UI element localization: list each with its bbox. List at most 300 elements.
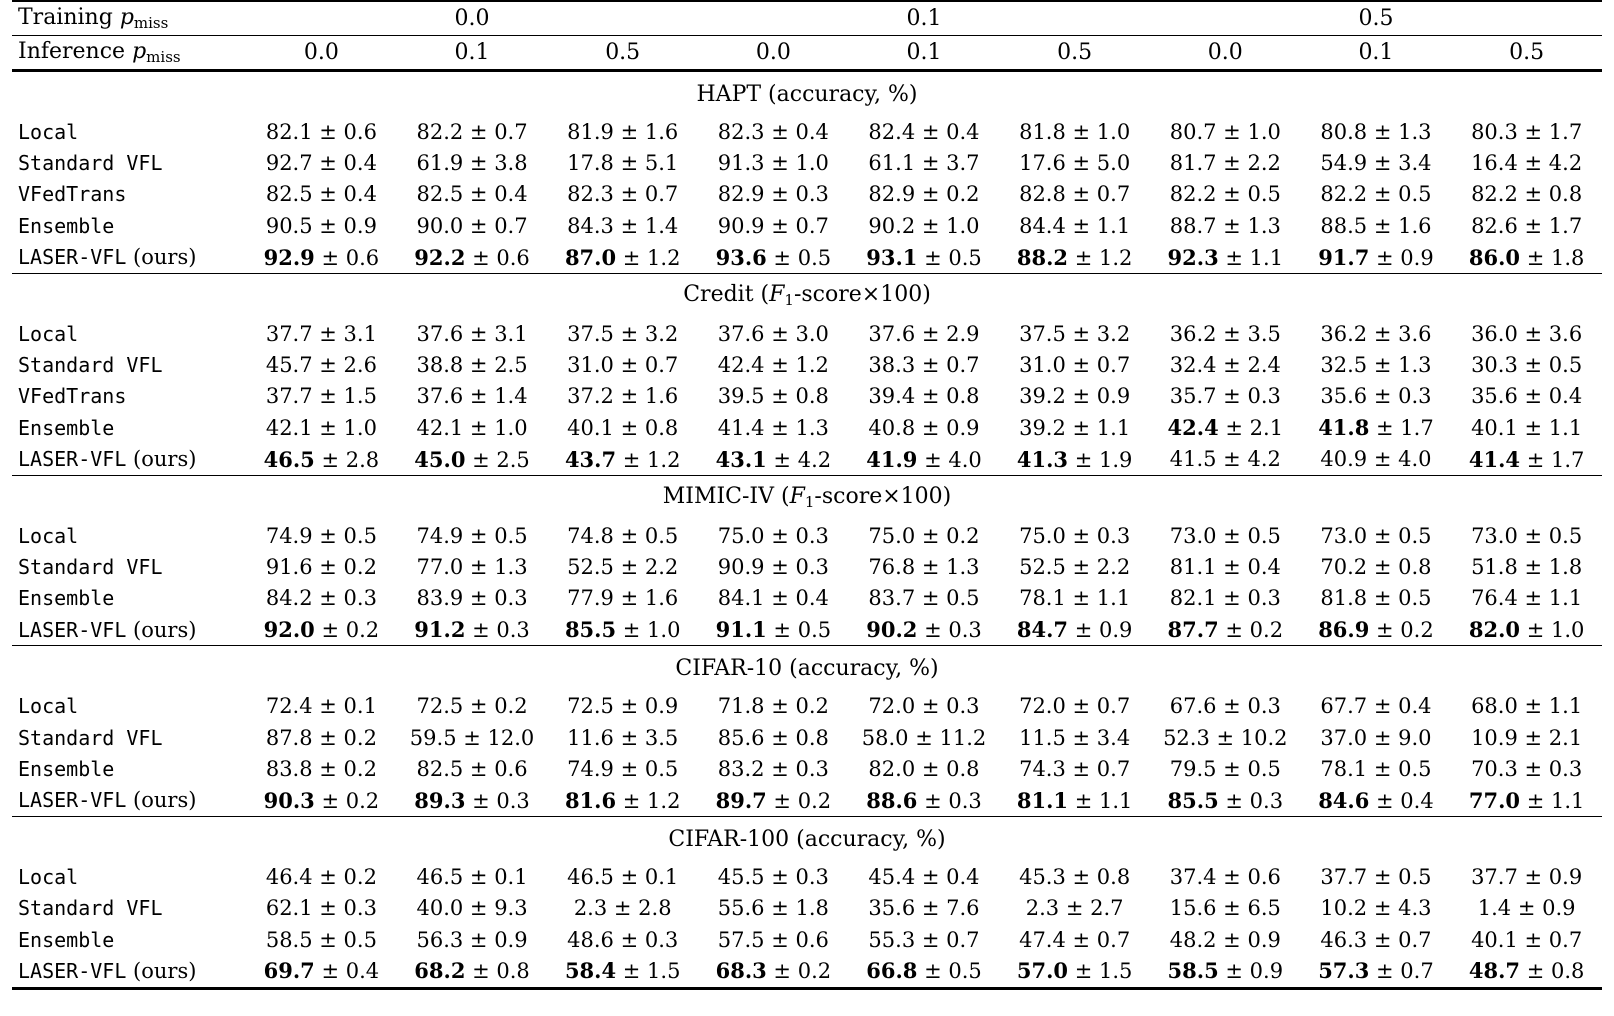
- method-label: Standard VFL: [18, 151, 163, 176]
- result-mean: 76.4: [1471, 586, 1518, 611]
- result-mean: 39.5: [717, 384, 765, 409]
- pm-symbol: ±: [1517, 321, 1549, 346]
- pm-symbol: ±: [312, 896, 344, 921]
- result-std: 0.4: [1247, 554, 1281, 579]
- result-std: 0.5: [1398, 864, 1432, 889]
- section-header-row: [12, 273, 1602, 318]
- section-header-row: [12, 475, 1602, 520]
- result-std: 0.3: [1398, 384, 1432, 409]
- result-std: 1.8: [1548, 554, 1583, 579]
- method-label: Local: [18, 321, 79, 346]
- result-mean: 52.5: [567, 554, 614, 579]
- result-cell: [999, 924, 1150, 955]
- result-std: 1.6: [644, 384, 679, 409]
- result-cell: [1451, 892, 1602, 923]
- result-cell: [698, 690, 849, 721]
- result-cell: [1451, 614, 1602, 646]
- result-std: 0.8: [1548, 182, 1583, 207]
- result-std: 0.6: [496, 245, 530, 270]
- pm-symbol: ±: [1520, 245, 1551, 270]
- pm-symbol: ±: [764, 756, 796, 781]
- pm-symbol: ±: [312, 756, 344, 781]
- pm-symbol: ±: [463, 864, 495, 889]
- result-std: 0.3: [1096, 523, 1131, 548]
- result-mean: 47.4: [1019, 927, 1066, 952]
- result-mean: 51.8: [1471, 554, 1518, 579]
- result-cell: [698, 753, 849, 784]
- result-cell: [246, 861, 397, 892]
- pm-symbol: ±: [613, 523, 645, 548]
- method-name: [12, 116, 246, 147]
- result-std: 1.2: [1099, 245, 1133, 270]
- result-cell: [1301, 924, 1452, 955]
- table-row: [12, 349, 1602, 380]
- result-cell: [547, 179, 698, 210]
- result-std: 0.3: [644, 927, 679, 952]
- pm-symbol: ±: [613, 384, 645, 409]
- pm-symbol: ±: [312, 694, 344, 719]
- result-mean: 90.5: [265, 213, 313, 238]
- result-cell: [1451, 520, 1602, 551]
- result-cell: [1451, 955, 1602, 988]
- result-std: 1.3: [1398, 353, 1432, 378]
- result-std: 2.8: [638, 896, 672, 921]
- pm-symbol: ±: [616, 959, 648, 984]
- result-cell: [849, 242, 1000, 274]
- pm-symbol: ±: [766, 959, 798, 984]
- result-cell: [547, 690, 698, 721]
- table-row: [12, 116, 1602, 147]
- pm-symbol: ±: [463, 523, 495, 548]
- result-cell: [999, 861, 1150, 892]
- result-mean: 92.9: [263, 244, 315, 270]
- table-row: [12, 614, 1602, 646]
- method-label: LASER-VFL: [18, 447, 127, 472]
- result-mean: 46.5: [263, 446, 315, 472]
- result-std: 0.4: [946, 119, 980, 144]
- p-symbol: p: [119, 5, 134, 30]
- pm-symbol: ±: [465, 618, 497, 643]
- pm-symbol: ±: [1065, 756, 1097, 781]
- result-mean: 38.3: [868, 353, 916, 378]
- result-cell: [397, 179, 548, 210]
- result-std: 1.3: [946, 554, 980, 579]
- result-cell: [1150, 147, 1301, 178]
- pm-symbol: ±: [1216, 927, 1248, 952]
- result-cell: [1301, 551, 1452, 582]
- result-std: 1.0: [1247, 119, 1281, 144]
- result-std: 0.9: [1247, 927, 1281, 952]
- training-value: 0.1: [698, 1, 1150, 36]
- pm-symbol: ±: [616, 447, 648, 472]
- result-std: 0.3: [795, 523, 829, 548]
- result-cell: [397, 147, 548, 178]
- result-cell: [246, 318, 397, 349]
- result-cell: [547, 614, 698, 646]
- result-mean: 74.3: [1019, 756, 1066, 781]
- result-std: 0.3: [795, 756, 829, 781]
- result-cell: [1301, 892, 1452, 923]
- table-row: [12, 583, 1602, 614]
- result-cell: [246, 210, 397, 241]
- result-cell: [849, 147, 1000, 178]
- result-std: 0.7: [1096, 927, 1131, 952]
- result-mean: 90.2: [868, 213, 916, 238]
- result-mean: 41.3: [1016, 446, 1069, 472]
- result-mean: 72.0: [1019, 694, 1066, 719]
- result-mean: 35.7: [1169, 384, 1217, 409]
- result-cell: [1150, 412, 1301, 443]
- result-mean: 62.1: [265, 896, 313, 921]
- pm-symbol: ±: [1367, 756, 1399, 781]
- pm-symbol: ±: [766, 788, 798, 813]
- result-mean: 37.7: [265, 321, 313, 346]
- pm-symbol: ±: [915, 864, 947, 889]
- result-cell: [1301, 179, 1452, 210]
- pm-symbol: ±: [463, 896, 495, 921]
- result-cell: [999, 210, 1150, 241]
- result-cell: [397, 753, 548, 784]
- result-mean: 45.4: [868, 864, 916, 889]
- result-cell: [246, 381, 397, 412]
- result-std: 0.4: [1548, 384, 1583, 409]
- result-std: 1.5: [1099, 959, 1133, 984]
- result-mean: 72.4: [265, 694, 313, 719]
- result-cell: [999, 690, 1150, 721]
- pm-symbol: ±: [1216, 694, 1248, 719]
- result-std: 0.3: [795, 182, 829, 207]
- result-cell: [246, 722, 397, 753]
- result-std: 0.4: [795, 586, 829, 611]
- result-std: 0.1: [343, 694, 377, 719]
- pm-symbol: ±: [1065, 321, 1097, 346]
- table-row: [12, 520, 1602, 551]
- result-cell: [1301, 147, 1452, 178]
- pm-symbol: ±: [1517, 725, 1549, 750]
- result-cell: [849, 318, 1000, 349]
- table-row: [12, 955, 1602, 988]
- result-std: 0.2: [946, 182, 980, 207]
- result-std: 3.4: [1096, 725, 1131, 750]
- pm-symbol: ±: [1367, 119, 1399, 144]
- pm-symbol: ±: [1065, 151, 1097, 176]
- result-cell: [1301, 242, 1452, 274]
- inference-value: 0.5: [999, 36, 1150, 71]
- result-mean: 37.6: [868, 321, 916, 346]
- result-mean: 46.5: [567, 864, 614, 889]
- inference-pmiss-label: [12, 36, 246, 71]
- result-mean: 81.1: [1016, 787, 1069, 813]
- result-std: 1.7: [1400, 416, 1434, 441]
- pm-symbol: ±: [1218, 618, 1250, 643]
- pm-symbol: ±: [613, 119, 645, 144]
- pm-symbol: ±: [314, 618, 346, 643]
- result-cell: [246, 892, 397, 923]
- method-name: [12, 318, 246, 349]
- result-std: 0.5: [1398, 182, 1432, 207]
- result-cell: [1451, 861, 1602, 892]
- result-std: 1.2: [795, 353, 829, 378]
- result-cell: [1150, 116, 1301, 147]
- result-cell: [1451, 583, 1602, 614]
- result-mean: 57.5: [717, 927, 765, 952]
- result-mean: 32.4: [1169, 353, 1217, 378]
- method-suffix: (ours): [126, 447, 197, 472]
- result-cell: [849, 955, 1000, 988]
- pm-symbol: ±: [1520, 618, 1551, 643]
- result-cell: [999, 242, 1150, 274]
- result-std: 0.4: [795, 119, 829, 144]
- pm-symbol: ±: [463, 554, 495, 579]
- result-cell: [698, 412, 849, 443]
- f-symbol: F: [769, 282, 785, 308]
- method-name: [12, 551, 246, 582]
- pm-symbol: ±: [764, 694, 796, 719]
- result-std: 0.3: [1247, 586, 1281, 611]
- result-mean: 82.2: [1471, 182, 1518, 207]
- table-row: [12, 753, 1602, 784]
- result-mean: 37.0: [1320, 725, 1368, 750]
- result-cell: [1301, 210, 1452, 241]
- result-cell: [1301, 753, 1452, 784]
- result-std: 3.0: [795, 321, 829, 346]
- result-mean: 37.2: [567, 384, 614, 409]
- result-mean: 86.0: [1468, 244, 1521, 270]
- result-cell: [397, 412, 548, 443]
- result-std: 9.3: [494, 896, 528, 921]
- result-mean: 75.0: [717, 523, 765, 548]
- result-cell: [547, 785, 698, 817]
- training-pmiss-header-row: [12, 1, 1602, 36]
- pm-symbol: ±: [465, 447, 497, 472]
- pm-symbol: ±: [915, 586, 947, 611]
- result-std: 0.8: [1550, 959, 1585, 984]
- pm-symbol: ±: [463, 213, 495, 238]
- result-std: 0.5: [1247, 182, 1281, 207]
- result-mean: 17.8: [567, 151, 614, 176]
- result-std: 0.4: [494, 182, 528, 207]
- result-std: 1.8: [795, 896, 829, 921]
- p-subscript: miss: [133, 14, 169, 32]
- result-cell: [1451, 722, 1602, 753]
- result-std: 2.2: [1096, 554, 1131, 579]
- result-cell: [1301, 444, 1452, 476]
- result-cell: [1451, 349, 1602, 380]
- pm-symbol: ±: [1517, 864, 1549, 889]
- table-row: [12, 412, 1602, 443]
- f-subscript: 1: [784, 291, 794, 310]
- result-std: 4.2: [1548, 151, 1583, 176]
- result-std: 0.3: [1247, 384, 1281, 409]
- result-cell: [1301, 381, 1452, 412]
- result-mean: 82.1: [265, 119, 313, 144]
- pm-symbol: ±: [463, 182, 495, 207]
- result-std: 0.9: [1096, 384, 1131, 409]
- method-label: Ensemble: [18, 415, 115, 440]
- method-name: [12, 690, 246, 721]
- result-cell: [246, 785, 397, 817]
- result-mean: 82.3: [567, 182, 614, 207]
- result-cell: [1301, 116, 1452, 147]
- result-cell: [1150, 722, 1301, 753]
- pm-symbol: ±: [1520, 447, 1551, 472]
- result-std: 1.7: [1550, 447, 1585, 472]
- result-cell: [1150, 242, 1301, 274]
- pm-symbol: ±: [1216, 586, 1248, 611]
- result-mean: 46.4: [265, 864, 313, 889]
- table-row: [12, 381, 1602, 412]
- pm-symbol: ±: [1065, 119, 1097, 144]
- pm-symbol: ±: [613, 586, 645, 611]
- result-mean: 42.1: [265, 415, 313, 440]
- method-name: [12, 924, 246, 955]
- result-std: 0.8: [946, 384, 980, 409]
- result-cell: [698, 551, 849, 582]
- result-cell: [1451, 412, 1602, 443]
- result-std: 3.1: [494, 321, 528, 346]
- result-cell: [246, 349, 397, 380]
- result-cell: [698, 381, 849, 412]
- result-cell: [849, 892, 1000, 923]
- inference-value: 0.5: [1451, 36, 1602, 71]
- result-std: 0.7: [1400, 959, 1434, 984]
- pm-symbol: ±: [1065, 694, 1097, 719]
- result-mean: 48.2: [1169, 927, 1217, 952]
- result-cell: [849, 753, 1000, 784]
- result-std: 10.2: [1240, 725, 1288, 750]
- result-mean: 71.8: [717, 694, 765, 719]
- result-std: 0.4: [345, 959, 380, 984]
- method-name: [12, 583, 246, 614]
- result-cell: [547, 116, 698, 147]
- inference-value: 0.1: [397, 36, 548, 71]
- result-cell: [1301, 318, 1452, 349]
- pm-symbol: ±: [1216, 321, 1248, 346]
- pm-symbol: ±: [465, 245, 497, 270]
- pm-symbol: ±: [1511, 896, 1543, 921]
- result-mean: 55.3: [868, 927, 916, 952]
- result-cell: [999, 614, 1150, 646]
- result-mean: 36.0: [1471, 321, 1518, 346]
- pm-symbol: ±: [312, 119, 344, 144]
- result-std: 0.9: [494, 927, 528, 952]
- table-row: [12, 690, 1602, 721]
- result-mean: 58.0: [861, 725, 909, 750]
- result-mean: 81.9: [567, 119, 614, 144]
- result-std: 2.1: [1548, 725, 1583, 750]
- result-cell: [849, 349, 1000, 380]
- pm-symbol: ±: [1218, 245, 1250, 270]
- result-mean: 84.7: [1016, 617, 1069, 643]
- result-mean: 84.3: [567, 213, 614, 238]
- result-cell: [849, 924, 1000, 955]
- result-cell: [698, 861, 849, 892]
- result-std: 0.5: [1398, 586, 1432, 611]
- result-mean: 81.7: [1169, 151, 1217, 176]
- result-cell: [999, 955, 1150, 988]
- pm-symbol: ±: [1367, 523, 1399, 548]
- result-std: 0.9: [1099, 618, 1133, 643]
- pm-symbol: ±: [1520, 788, 1551, 813]
- result-cell: [999, 116, 1150, 147]
- result-cell: [1301, 614, 1452, 646]
- pm-symbol: ±: [1367, 896, 1399, 921]
- result-cell: [547, 147, 698, 178]
- pm-symbol: ±: [917, 618, 949, 643]
- result-cell: [246, 179, 397, 210]
- result-cell: [1451, 179, 1602, 210]
- result-std: 0.7: [494, 213, 528, 238]
- pm-symbol: ±: [1367, 213, 1399, 238]
- result-mean: 1.4: [1477, 896, 1512, 921]
- result-std: 0.2: [946, 523, 980, 548]
- result-std: 1.1: [1550, 788, 1585, 813]
- pm-symbol: ±: [915, 896, 947, 921]
- pm-symbol: ±: [915, 694, 947, 719]
- pm-symbol: ±: [915, 213, 947, 238]
- result-mean: 90.3: [263, 787, 315, 813]
- result-cell: [1451, 444, 1602, 476]
- result-std: 1.1: [1548, 415, 1583, 440]
- pm-symbol: ±: [1369, 788, 1401, 813]
- pm-symbol: ±: [613, 182, 645, 207]
- result-cell: [1301, 690, 1452, 721]
- result-mean: 87.0: [564, 244, 617, 270]
- result-std: 2.1: [1249, 416, 1284, 441]
- pm-symbol: ±: [764, 415, 796, 440]
- result-cell: [547, 242, 698, 274]
- inference-pmiss-header-row: [12, 36, 1602, 71]
- result-std: 3.5: [644, 725, 679, 750]
- result-mean: 82.3: [717, 119, 765, 144]
- pm-symbol: ±: [1216, 119, 1248, 144]
- result-cell: [698, 785, 849, 817]
- pm-symbol: ±: [1517, 151, 1549, 176]
- pm-symbol: ±: [1367, 182, 1399, 207]
- pm-symbol: ±: [613, 927, 645, 952]
- pm-symbol: ±: [1065, 725, 1097, 750]
- result-mean: 58.4: [564, 958, 617, 984]
- result-cell: [547, 722, 698, 753]
- result-mean: 43.1: [715, 446, 767, 472]
- table-row: [12, 179, 1602, 210]
- result-std: 0.2: [1249, 618, 1284, 643]
- result-cell: [698, 520, 849, 551]
- result-std: 1.9: [1099, 447, 1133, 472]
- result-cell: [1150, 583, 1301, 614]
- result-mean: 82.2: [1169, 182, 1217, 207]
- pm-symbol: ±: [314, 959, 346, 984]
- result-std: 0.3: [948, 788, 982, 813]
- method-label: Local: [18, 694, 79, 719]
- method-suffix: (ours): [126, 788, 197, 813]
- result-std: 9.0: [1398, 725, 1432, 750]
- pm-symbol: ±: [915, 321, 947, 346]
- result-std: 2.4: [1247, 353, 1281, 378]
- pm-symbol: ±: [1520, 959, 1551, 984]
- pm-symbol: ±: [1369, 416, 1401, 441]
- table-row: [12, 242, 1602, 274]
- pm-symbol: ±: [764, 725, 796, 750]
- result-std: 0.1: [494, 864, 528, 889]
- method-name: [12, 892, 246, 923]
- pm-symbol: ±: [463, 151, 495, 176]
- pm-symbol: ±: [1517, 213, 1549, 238]
- result-cell: [246, 116, 397, 147]
- result-cell: [698, 924, 849, 955]
- results-body: [12, 71, 1602, 989]
- result-std: 0.6: [343, 119, 377, 144]
